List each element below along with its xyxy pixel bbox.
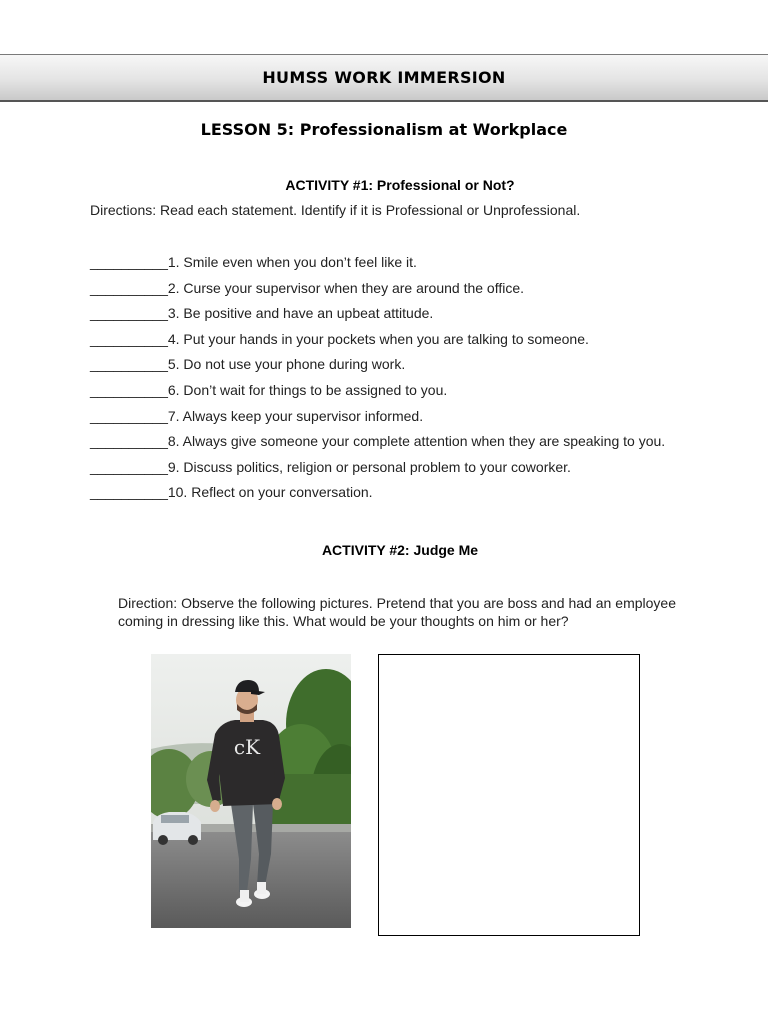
- statement-item: __________5. Do not use your phone during work.: [90, 356, 406, 373]
- statement-item: __________10. Reflect on your conversation.: [90, 484, 373, 501]
- statement-item: __________4. Put your hands in your pockets when you are talking to someone.: [90, 330, 589, 347]
- sweater-logo-text: cK: [233, 735, 261, 759]
- header-bar: [0, 54, 768, 102]
- activity2-title: ACTIVITY #2: Judge Me: [321, 542, 479, 558]
- statement-item: __________2. Curse your supervisor when they are around the office.: [90, 279, 525, 296]
- statement-item: __________9. Discuss politics, religion or personal problem to your coworker.: [90, 458, 571, 475]
- statement-list: [90, 253, 665, 509]
- activity1-title: ACTIVITY #1: Professional or Not?: [285, 177, 515, 193]
- lesson-title: LESSON 5: Professionalism at Workplace: [200, 120, 568, 139]
- answer-box[interactable]: [378, 654, 640, 936]
- statement-item: __________7. Always keep your supervisor informed.: [90, 407, 424, 424]
- header-title: HUMSS WORK IMMERSION: [262, 68, 506, 87]
- statement-item: __________1. Smile even when you don’t feel like it.: [90, 254, 417, 270]
- man-in-sweater-photo: [151, 654, 351, 928]
- statement-item: __________3. Be positive and have an upbeat attitude.: [90, 305, 434, 322]
- statement-item: __________8. Always give someone your complete attention when they are speaking to you.: [90, 433, 666, 450]
- activity1-directions: Directions: Read each statement. Identify if it is Professional or Unprofessional.: [90, 202, 581, 218]
- statement-item: __________6. Don’t wait for things to be assigned to you.: [90, 381, 448, 398]
- activity2-direction: Direction: Observe the following pictures. Pretend that you are boss and had an employee coming in dressing like this. What would be your thoughts on him or her?: [118, 595, 676, 629]
